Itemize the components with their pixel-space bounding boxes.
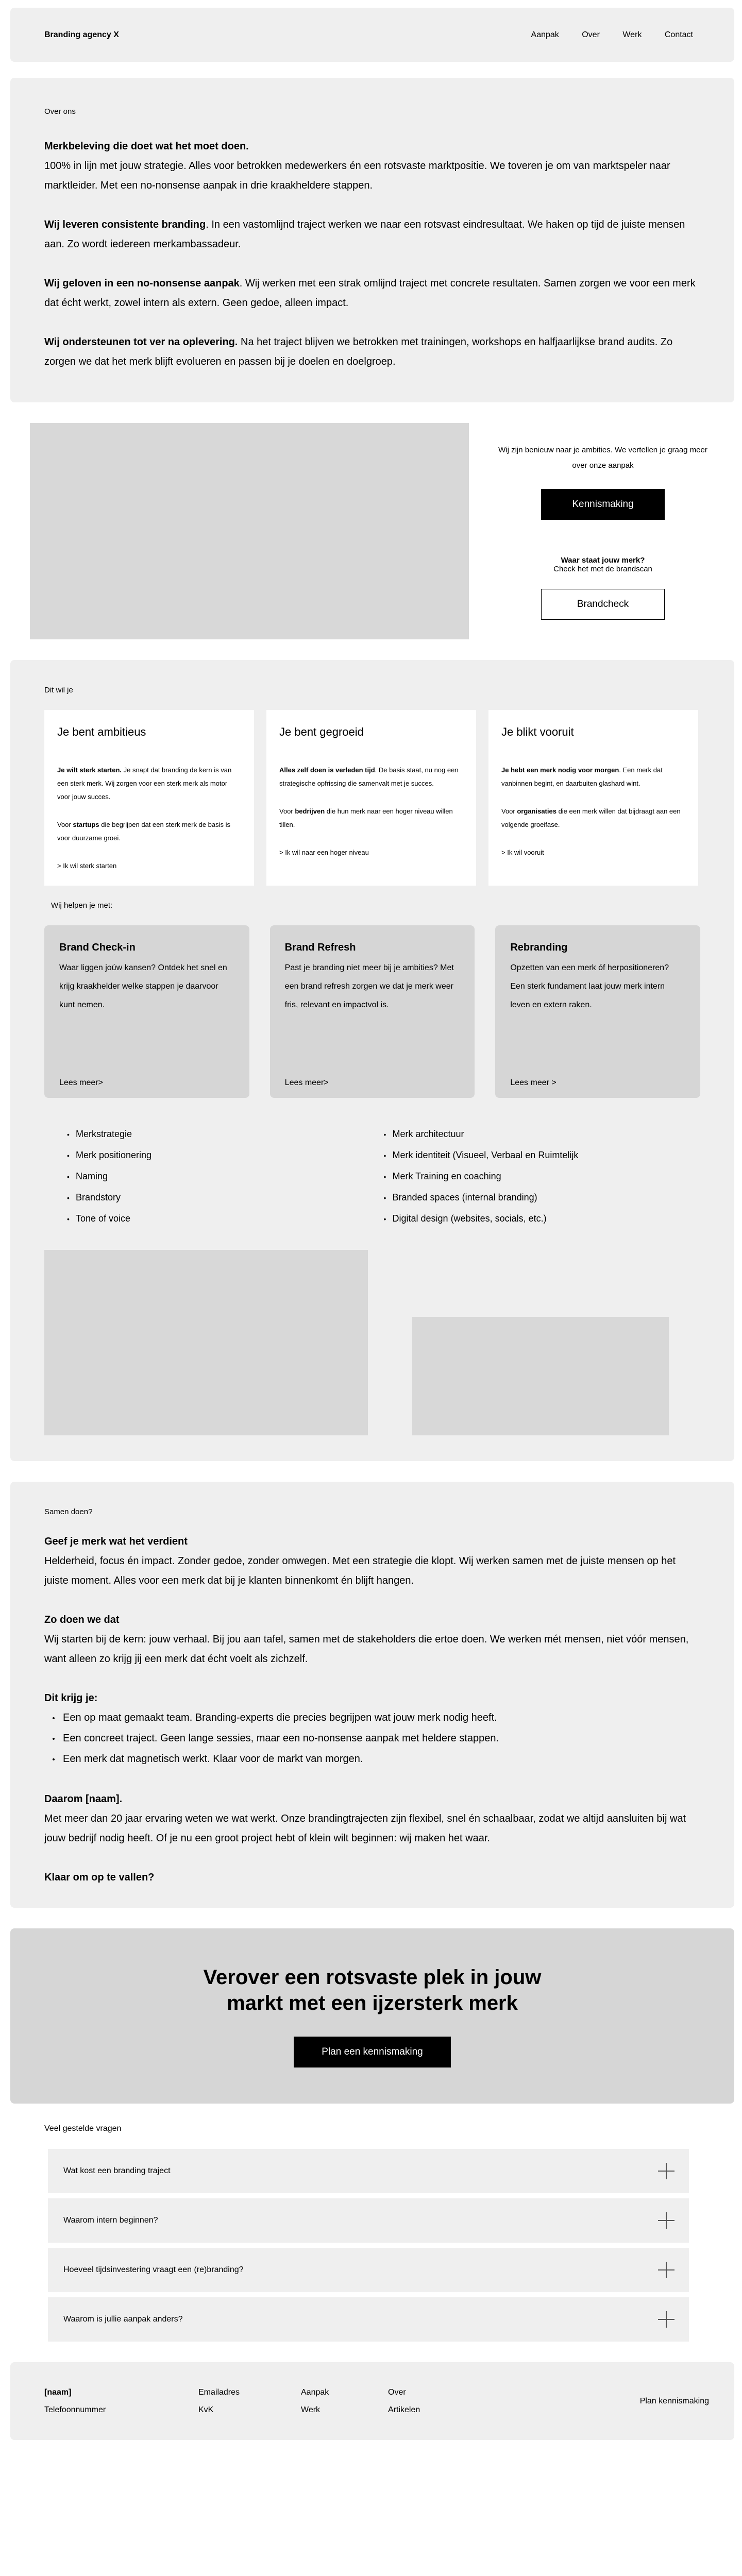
services-list-right [384,1124,701,1229]
about-body: . In een vastomlijnd traject werken we naar een rotsvast eindresultaat. We haken op tijd de juiste mensen aan. Zo wordt iedereen merkambassadeur. [44,219,685,250]
brandscan-subtitle: Check het met de brandscan [553,565,652,573]
faq-question: Waarom intern beginnen? [63,2216,158,2225]
footer-email[interactable]: Emailadres [198,2387,240,2397]
benefit-item: • Een op maat gemaakt team. Branding-experts die precies begrijpen wat jouw merk nodig heeft. [44,1708,700,1728]
audience-card-gegroeid [266,710,476,886]
together-block [44,1532,700,1590]
audience-cards [44,710,700,886]
hero-section [30,423,742,639]
plan-kennismaking-button[interactable]: Plan een kennismaking [294,2037,451,2067]
together-heading: Zo doen we dat [44,1614,120,1625]
benefits-list [44,1708,700,1770]
footer-contact [44,2388,198,2415]
nav-werk[interactable]: Werk [622,30,642,39]
hero-intro: Wij zijn benieuw naar je ambities. We vertellen je graag meer over onze aanpak [498,446,707,470]
faq-section [44,2124,689,2342]
plus-icon[interactable] [658,2311,674,2328]
hero-image-placeholder [30,423,469,639]
plus-icon[interactable] [658,2262,674,2278]
service-item: • Digital design (websites, socials, etc.) [384,1208,701,1229]
service-item: • Merkstrategie [67,1124,384,1145]
card-text: die hun merk naar een hoger niveau willen tillen. [279,807,453,828]
service-item: • Brandstory [67,1187,384,1208]
together-body: Met meer dan 20 jaar ervaring weten we wat werkt. Onze brandingtrajecten zijn flexibel, snel én schaalbaar, zodat we altijd aansluiten bij wat jouw bedrijf nodig heeft. Of je nu een groot project hebt of klein wilt beginnen: wij maken het waar. [44,1813,686,1844]
about-paragraph [44,274,700,313]
faq-item[interactable] [48,2198,689,2243]
faq-label: Veel gestelde vragen [44,2124,122,2133]
together-heading: Klaar om op te vallen? [44,1872,155,1883]
card-link[interactable]: > Ik wil naar een hoger niveau [279,849,369,856]
faq-question: Wat kost een branding traject [63,2166,171,2175]
nav-over[interactable]: Over [582,30,600,39]
footer-kvk: KvK [198,2405,214,2414]
card-link[interactable]: > Ik wil sterk starten [57,862,117,870]
nav-contact[interactable]: Contact [664,30,693,39]
footer-link-aanpak[interactable]: Aanpak [301,2387,329,2397]
card-body [279,764,463,790]
service-title: Brand Refresh [284,942,356,953]
service-item: • Branded spaces (internal branding) [384,1187,701,1208]
card-text: die begrijpen dat een sterk merk de basis is voor duurzame groei. [57,821,231,842]
work-image-placeholder-small [412,1317,669,1435]
card-body [501,764,685,790]
kennismaking-button[interactable]: Kennismaking [541,489,665,520]
brandcheck-button[interactable]: Brandcheck [541,589,665,620]
faq-item[interactable] [48,2297,689,2342]
brandscan-title: Waar staat jouw merk? [561,556,645,565]
about-lead: Wij leveren consistente branding [44,219,206,230]
main-nav [511,30,693,40]
about-body: . Wij werken met een strak omlijnd traject met concrete resultaten. Samen zorgen we voor een merk dat écht werkt, zowel intern als extern. Geen gedoe, alleen impact. [44,278,696,309]
service-desc: Past je branding niet meer bij je ambities? Met een brand refresh zorgen we dat je merk weer fris, relevant en impactvol is. [284,963,454,1009]
read-more-link[interactable]: Lees meer > [510,1078,556,1087]
footer-cta-link[interactable]: Plan kennismaking [639,2396,709,2405]
card-body [57,764,241,804]
card-target: bedrijven [295,807,325,815]
faq-item[interactable] [48,2149,689,2193]
hero-actions [495,423,711,639]
together-section [10,1482,734,1908]
card-target: organisaties [517,807,556,815]
card-audience [501,805,685,832]
service-card-rebranding[interactable] [495,925,700,1098]
footer-name: [naam] [44,2387,72,2397]
site-header [10,8,734,62]
card-text: Voor [279,807,295,815]
together-text [44,1532,700,1887]
footer-link-werk[interactable]: Werk [301,2405,321,2414]
about-lead: Wij geloven in een no-nonsense aanpak [44,278,240,289]
read-more-link[interactable]: Lees meer> [59,1078,103,1087]
card-title: Je bent ambitieus [57,725,146,738]
together-block [44,1610,700,1669]
card-text: die een merk willen dat bijdraagt aan een volgende groeifase. [501,807,681,828]
service-item: • Merk identiteit (Visueel, Verbaal en Ruimtelijk [384,1145,701,1166]
site-footer [10,2362,734,2440]
together-block [44,1789,700,1848]
together-heading: Geef je merk wat het verdient [44,1536,188,1547]
service-desc: Waar liggen joúw kansen? Ontdek het snel en krijg kraakhelder welke stappen je daarvoor kunt nemen. [59,963,227,1009]
footer-company [198,2388,301,2415]
faq-item[interactable] [48,2248,689,2292]
help-label: Wij helpen je met: [51,901,113,910]
card-lead: Je hebt een merk nodig voor morgen [501,766,619,774]
read-more-link[interactable]: Lees meer> [284,1078,329,1087]
service-card-brand-refresh[interactable] [270,925,475,1098]
benefit-item: • Een concreet traject. Geen lange sessies, maar een no-nonsense aanpak met heldere stappen. [44,1728,700,1749]
card-lead: Je wilt sterk starten. [57,766,122,774]
about-lead: Wij ondersteunen tot ver na oplevering. [44,336,238,348]
faq-question: Waarom is jullie aanpak anders? [63,2315,183,2324]
plus-icon[interactable] [658,2212,674,2229]
work-images [44,1250,700,1435]
faq-question: Hoeveel tijdsinvestering vraagt een (re)branding? [63,2265,244,2274]
card-text: Voor [501,807,517,815]
card-link[interactable]: > Ik wil vooruit [501,849,544,856]
footer-links-1 [301,2388,388,2415]
about-section [10,78,734,402]
together-heading: Daarom [naam]. [44,1793,123,1805]
section-label: Over ons [44,107,76,116]
cta-banner [10,1928,734,2104]
footer-link-artikelen[interactable]: Artikelen [388,2405,420,2414]
cta-heading: Verover een rotsvaste plek in jouw markt met een ijzersterk merk [203,1966,542,2014]
card-target: startups [73,821,99,828]
service-cards [44,925,700,1098]
service-title: Rebranding [510,942,568,953]
about-text [44,137,700,371]
about-paragraph [44,137,700,195]
service-item: • Merk positionering [67,1145,384,1166]
audience-card-ambitieus [44,710,254,886]
together-block [44,1868,700,1887]
card-text: Je snapt dat branding de kern is van een sterk merk. Wij zorgen voor een sterk merk als motor voor jouw succes. [57,766,232,801]
about-paragraph [44,332,700,371]
about-body: 100% in lijn met jouw strategie. Alles voor betrokken medewerkers én een rotsvaste marktpositie. We toveren je om van marktspeler naar marktleider. Met een no-nonsense aanpak in drie kraakheldere stappen. [44,160,670,191]
audience-card-vooruit [488,710,698,886]
service-title: Brand Check-in [59,942,136,953]
about-body: Na het traject blijven we betrokken met trainingen, workshops en halfjaarlijkse brand audits. Zo zorgen we dat het merk blijft evolueren en passen bij je doelen en doelgroep. [44,336,673,367]
work-image-placeholder-large [44,1250,368,1435]
card-audience [57,818,241,845]
card-text: . De basis staat, nu nog een strategische opfrissing die samenvalt met je succes. [279,766,459,787]
benefit-item: • Een merk dat magnetisch werkt. Klaar voor de markt van morgen. [44,1749,700,1770]
section-label: Dit wil je [44,686,73,694]
brand-logo[interactable]: Branding agency X [44,30,119,39]
services-lists [67,1124,700,1229]
nav-aanpak[interactable]: Aanpak [531,30,559,39]
service-item: • Merk architectuur [384,1124,701,1145]
footer-links-2 [388,2388,420,2415]
about-paragraph [44,215,700,254]
card-text: Voor [57,821,73,828]
about-lead: Merkbeleving die doet wat het moet doen. [44,141,249,152]
card-audience [279,805,463,832]
plus-icon[interactable] [658,2163,674,2179]
service-card-brand-check-in[interactable] [44,925,249,1098]
footer-phone[interactable]: Telefoonnummer [44,2405,106,2414]
together-heading: Dit krijg je: [44,1692,98,1704]
card-title: Je blikt vooruit [501,725,574,738]
card-lead: Alles zelf doen is verleden tijd [279,766,375,774]
together-body: Helderheid, focus én impact. Zonder gedoe, zonder omwegen. Met een strategie die klopt. Wij werken samen met de juiste mensen op het juiste moment. Alles voor een merk dat bij je klanten binnenkomt én blijft hangen. [44,1555,676,1586]
section-label: Samen doen? [44,1507,93,1516]
service-desc: Opzetten van een merk óf herpositioneren? Een sterk fundament laat jouw merk intern leven en extern raken. [510,963,669,1009]
service-item: • Tone of voice [67,1208,384,1229]
service-item: • Naming [67,1166,384,1187]
service-item: • Merk Training en coaching [384,1166,701,1187]
card-text: . Een merk dat vanbinnen begint, en daarbuiten glashard wint. [501,766,663,787]
footer-link-over[interactable]: Over [388,2387,406,2397]
card-title: Je bent gegroeid [279,725,364,738]
services-section [10,660,734,1461]
together-body: Wij starten bij de kern: jouw verhaal. Bij jou aan tafel, samen met de stakeholders die ertoe doen. We werken mét mensen, niet vóór mensen, want alleen zo krijg jij een merk dat écht voelt als zichzelf. [44,1634,689,1665]
services-list-left [67,1124,384,1229]
